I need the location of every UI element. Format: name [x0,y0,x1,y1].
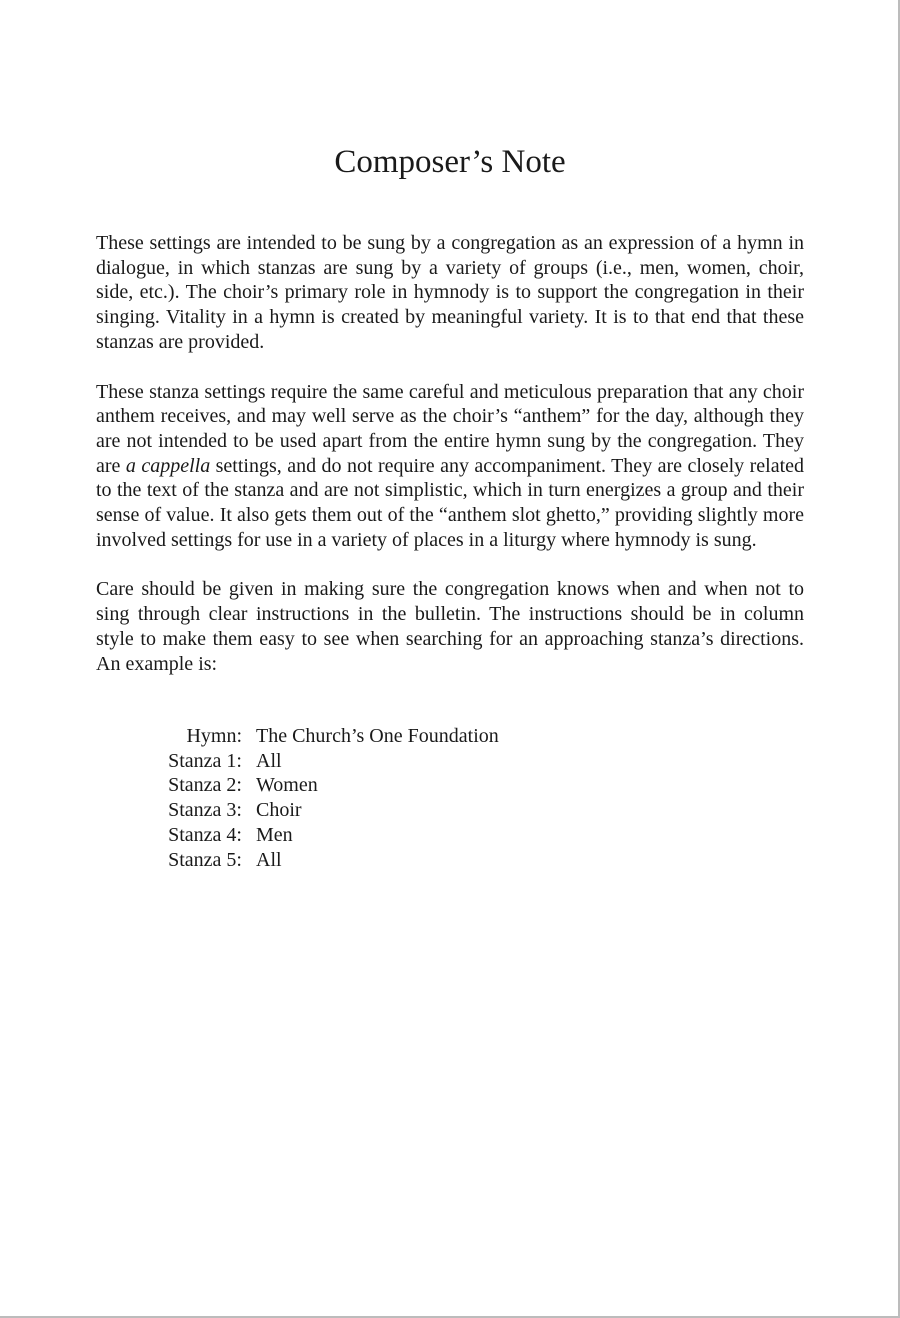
schedule-value: The Church’s One Foundation [256,725,499,747]
paragraph-preparation-italic: a cappella [125,454,211,477]
schedule-row-stanza-5 [150,848,499,873]
schedule-value: All [256,749,282,772]
schedule-label: Stanza 5: [168,848,242,871]
schedule-label: Stanza 4: [168,823,242,846]
schedule-row-stanza-3 [150,798,499,823]
page-title: Composer’s Note [334,144,566,180]
paragraph-preparation-text-1: These stanza settings require the same careful and meticulous preparation that any choir anthem receives, and may well serve as the choir’s “anthem” for the day, although they are not intended to be used apart from the entire hymn sung by the congregation. They are [96,380,804,477]
note-body [96,231,804,701]
schedule-label: Hymn: [186,725,242,747]
schedule-label: Stanza 2: [168,774,242,797]
schedule-row-hymn [150,724,499,749]
schedule-value: All [256,848,282,871]
paragraph-preparation [96,380,804,553]
paragraph-instructions: Care should be given in making sure the congregation knows when and when not to sing through clear instructions in the bulletin. The instructions should be in column style to make them easy to see when searching for an approaching stanza’s directions. An example is: [96,578,804,675]
schedule-value: Choir [256,799,302,822]
schedule-row-stanza-2 [150,773,499,798]
paragraph-preparation-text-2: settings, and do not require any accompaniment. They are closely related to the text of the stanza and are not simplistic, which in turn energizes a group and their sense of value. It also gets them out of the “anthem slot ghetto,” providing slightly more involved settings for use in a variety of places in a liturgy where hymnody is sung. [96,454,805,551]
schedule-row-stanza-4 [150,823,499,848]
stanza-schedule [150,724,499,872]
schedule-value: Women [256,774,318,797]
paragraph-purpose: These settings are intended to be sung by a congregation as an expression of a hymn in dialogue, in which stanzas are sung by a variety of groups (i.e., men, women, choir, side, etc.). The choir’s primary role in hymnody is to support the congregation in their singing. Vitality in a hymn is created by meaningful variety. It is to that end that these stanzas are provided. [96,232,804,353]
schedule-row-stanza-1 [150,749,499,774]
schedule-label: Stanza 1: [168,749,242,772]
schedule-value: Men [256,823,293,846]
schedule-label: Stanza 3: [168,799,242,822]
